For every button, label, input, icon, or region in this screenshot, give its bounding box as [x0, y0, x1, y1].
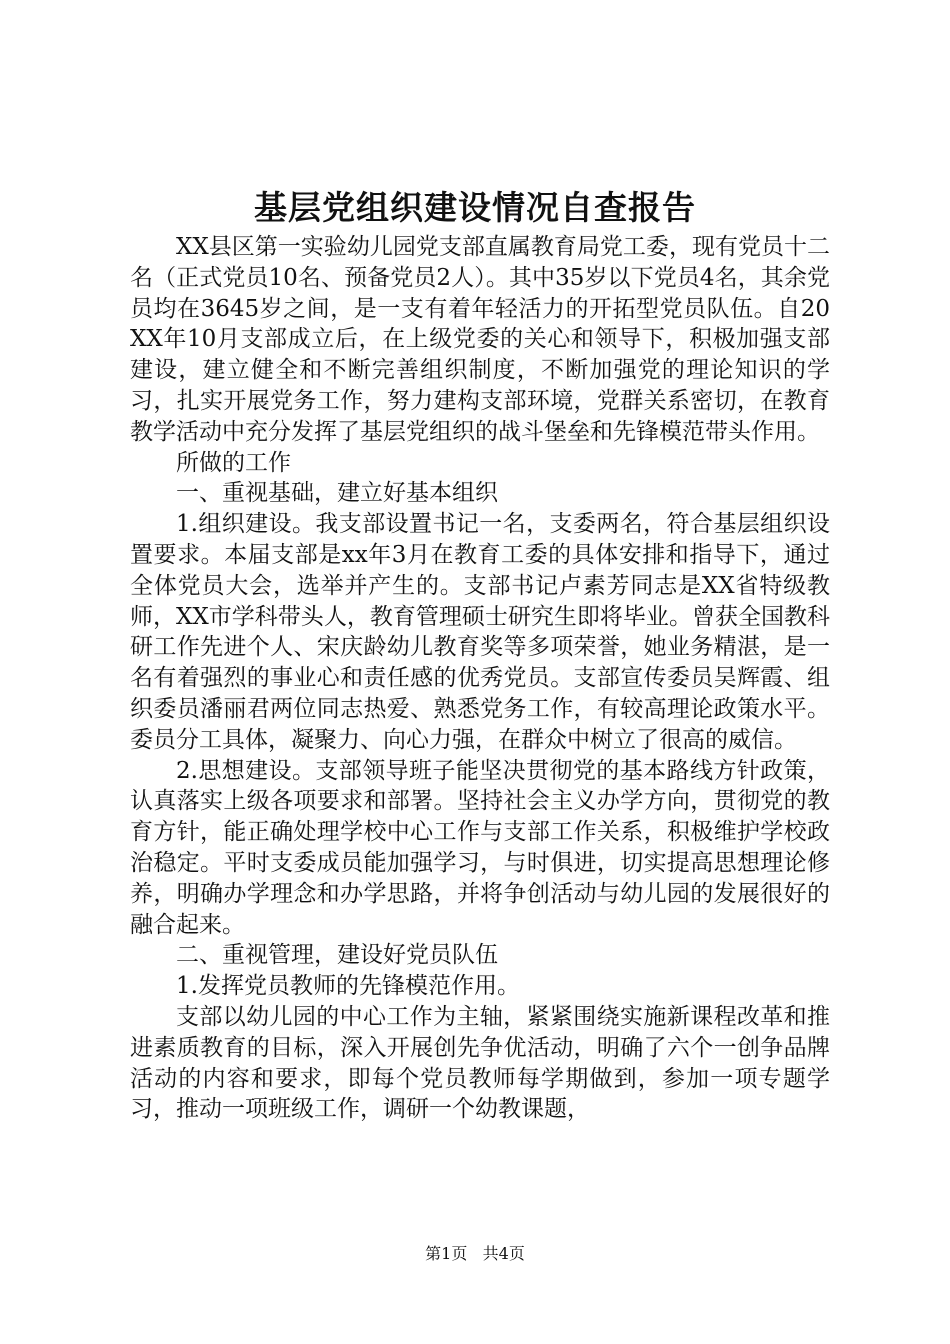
page-number: 第1页 [425, 1244, 468, 1263]
paragraph-organization-building: 1.组织建设。我支部设置书记一名，支委两名，符合基层组织设置要求。本届支部是xx年3月在教育工委的具体安排和指导下，通过全体党员大会，选举并产生的。支部书记卢素芳同志是XX省特级教师，XX市学科带头人，教育管理硕士研究生即将毕业。曾获全国教科研工作先进个人、宋庆龄幼儿教育奖等多项荣誉，她业务精湛，是一名有着强烈的事业心和责任感的优秀党员。支部宣传委员吴辉霞、组织委员潘丽君两位同志热爱、熟悉党务工作，有较高理论政策水平。委员分工具体，凝聚力、向心力强，在群众中树立了很高的威信。 [130, 511, 830, 753]
paragraph-pioneer-role: 支部以幼儿园的中心工作为主轴，紧紧围绕实施新课程改革和推进素质教育的目标，深入开展创先争优活动，明确了六个一创争品牌活动的内容和要求，即每个党员教师每学期做到，参加一项专题学习，推动一项班级工作，调研一个幼教课题， [130, 1003, 830, 1123]
section-heading-management: 二、重视管理，建设好党员队伍 [176, 942, 498, 969]
paragraph-intro: XX县区第一实验幼儿园党支部直属教育局党工委，现有党员十二名（正式党员10名、预备党员2人）。其中35岁以下党员4名，其余党员均在3645岁之间，是一支有着年轻活力的开拓型党员队伍。自20XX年10月支部成立后，在上级党委的关心和领导下，积极加强支部建设，建立健全和不断完善组织制度，不断加强党的理论知识的学习，扎实开展党务工作，努力建构支部环境，党群关系密切，在教育教学活动中充分发挥了基层党组织的战斗堡垒和先锋模范带头作用。 [130, 234, 830, 445]
section-heading-foundation: 一、重视基础，建立好基本组织 [176, 480, 498, 507]
page-footer [0, 1243, 950, 1265]
document-body [130, 232, 830, 1125]
page-total: 共4页 [482, 1244, 525, 1263]
document-title: 基层党组织建设情况自查报告 [254, 188, 696, 227]
section-heading-work-done: 所做的工作 [176, 449, 291, 476]
subheading-pioneer-role: 1.发挥党员教师的先锋模范作用。 [176, 973, 520, 1000]
page-separator [472, 1244, 477, 1263]
paragraph-ideology-building: 2.思想建设。支部领导班子能坚决贯彻党的基本路线方针政策，认真落实上级各项要求和部署。坚持社会主义办学方向，贯彻党的教育方针，能正确处理学校中心工作与支部工作关系，积极维护学校政治稳定。平时支委成员能加强学习，与时俱进，切实提高思想理论修养，明确办学理念和办学思路，并将争创活动与幼儿园的发展很好的融合起来。 [130, 757, 830, 938]
